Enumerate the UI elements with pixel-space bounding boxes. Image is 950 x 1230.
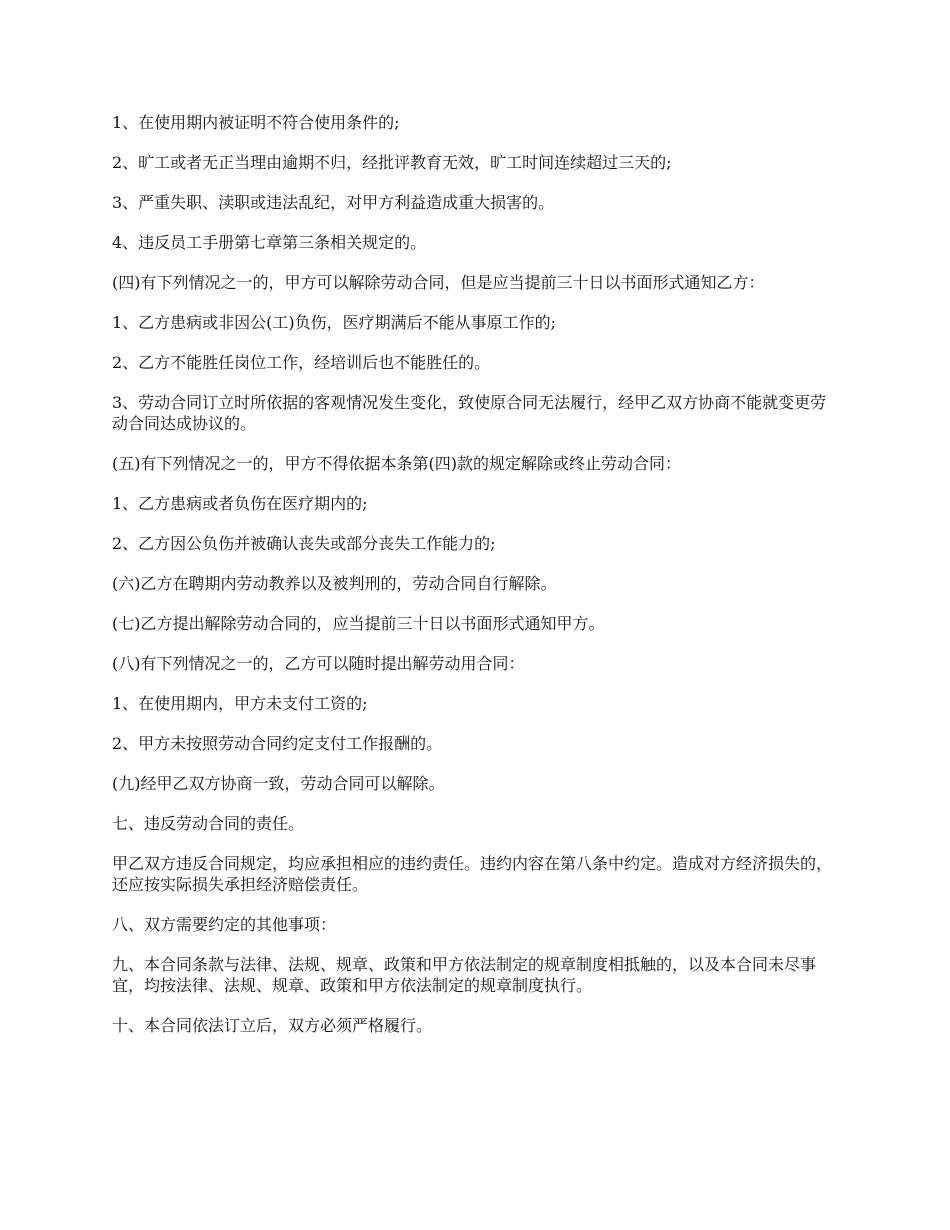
document-page [112,112,838,1055]
body-paragraph: 甲乙双方违反合同规定，均应承担相应的违约责任。违约内容在第八条中约定。造成对方经济损失的，还应按实际损失承担经济赔偿责任。 [112,854,833,894]
section-heading-paragraph: (四)有下列情况之一的，甲方可以解除劳动合同，但是应当提前三十日以书面形式通知乙方： [112,273,765,292]
section-heading-paragraph: (九)经甲乙双方协商一致，劳动合同可以解除。 [112,774,445,793]
section-heading-paragraph: (八)有下列情况之一的，乙方可以随时提出解劳动用合同： [112,654,525,673]
article-heading-paragraph: 八、双方需要约定的其他事项： [112,915,337,934]
section-heading-paragraph: (五)有下列情况之一的，甲方不得依据本条第(四)款的规定解除或终止劳动合同： [112,454,681,473]
clause-paragraph: 2、旷工或者无正当理由逾期不归，经批评教育无效，旷工时间连续超过三天的; [112,153,672,172]
clause-paragraph: 2、乙方不能胜任岗位工作，经培训后也不能胜任的。 [112,353,491,372]
section-heading-paragraph: (七)乙方提出解除劳动合同的，应当提前三十日以书面形式通知甲方。 [112,614,605,633]
clause-paragraph: 3、劳动合同订立时所依据的客观情况发生变化，致使原合同无法履行，经甲乙双方协商不能就变更劳动合同达成协议的。 [112,393,827,433]
article-heading-paragraph: 九、本合同条款与法律、法规、规章、政策和甲方依法制定的规章制度相抵触的，以及本合同未尽事宜，均按法律、法规、规章、政策和甲方依法制定的规章制度执行。 [112,955,817,995]
clause-paragraph: 2、乙方因公负伤并被确认丧失或部分丧失工作能力的; [112,534,496,553]
clause-paragraph: 4、违反员工手册第七章第三条相关规定的。 [112,233,427,252]
article-heading-paragraph: 七、违反劳动合同的责任。 [112,814,305,833]
clause-paragraph: 1、在使用期内被证明不符合使用条件的; [112,113,400,132]
clause-paragraph: 2、甲方未按照劳动合同约定支付工作报酬的。 [112,734,443,753]
clause-paragraph: 1、乙方患病或非因公(工)负伤，医疗期满后不能从事原工作的; [112,313,557,332]
clause-paragraph: 1、乙方患病或者负伤在医疗期内的; [112,494,368,513]
clause-paragraph: 1、在使用期内，甲方未支付工资的; [112,694,368,713]
article-heading-paragraph: 十、本合同依法订立后，双方必须严格履行。 [112,1016,433,1035]
clause-paragraph: 3、严重失职、渎职或违法乱纪，对甲方利益造成重大损害的。 [112,193,555,212]
section-heading-paragraph: (六)乙方在聘期内劳动教养以及被判刑的，劳动合同自行解除。 [112,574,557,593]
